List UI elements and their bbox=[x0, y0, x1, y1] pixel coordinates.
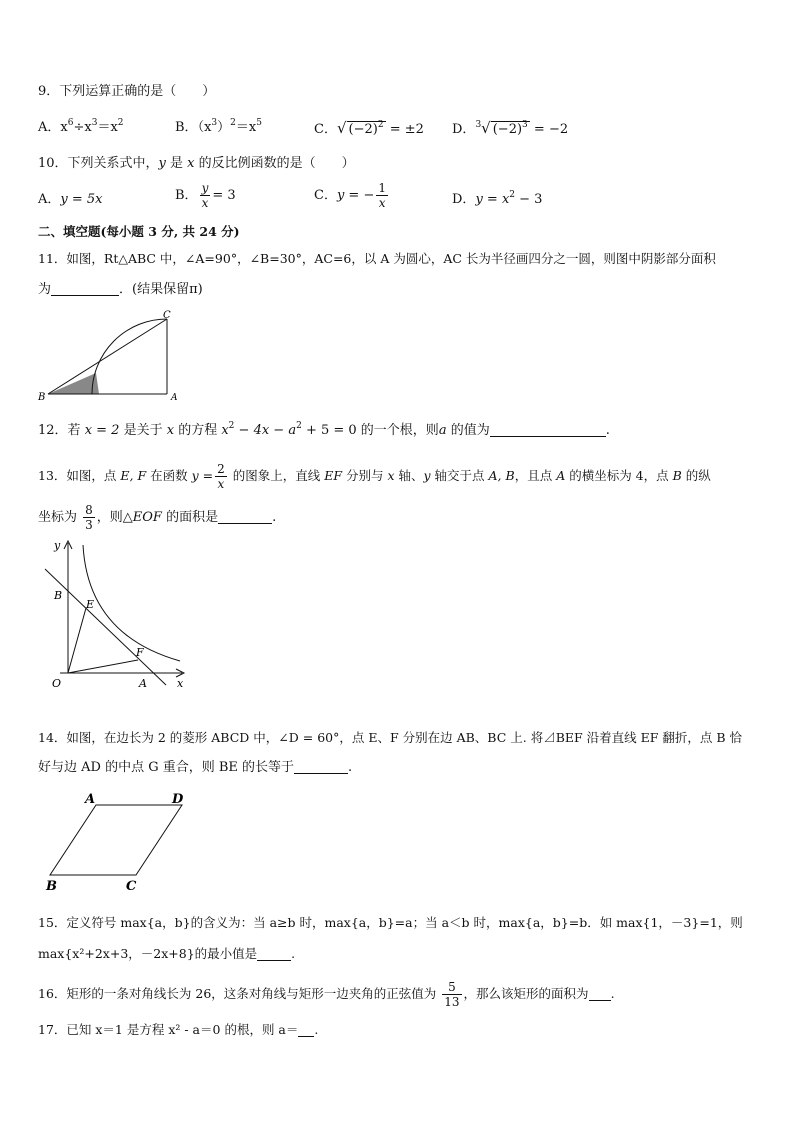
q12-line: 12．若 x = 2 是关于 x 的方程 $x^2 - 4x - a^2 + 5 = 0$ 的一个根，则a 的值为 . bbox=[38, 421, 610, 438]
q14-answer-blank[interactable] bbox=[294, 759, 348, 774]
q11-shaded-region bbox=[48, 373, 99, 394]
q15-line2: max{x²+2x+3，－2x+8}的最小值是 . bbox=[38, 946, 296, 961]
q11-label-c: C bbox=[163, 310, 171, 321]
q13-label-x: x bbox=[177, 677, 184, 690]
q13-label-b: B bbox=[54, 589, 63, 602]
q14-label-b: B bbox=[46, 879, 57, 894]
q14-line1: 14．如图，在边长为 2 的菱形 ABCD 中，∠D = 60°，点 E、F 分别在边 AB、BC 上. 将⊿BEF 沿着直线 EF 翻折，点 B 恰 bbox=[38, 730, 743, 745]
q9-option-b: B．$(x^3)^2=x^5$ bbox=[175, 118, 262, 135]
q11-answer-blank[interactable] bbox=[51, 281, 119, 296]
q13-label-y: y bbox=[54, 539, 61, 552]
q12-answer-blank[interactable] bbox=[490, 422, 606, 437]
q17-line: 17．已知 x＝1 是方程 x² - a＝0 的根，则 a＝ . bbox=[38, 1022, 319, 1037]
q13-label-f: F bbox=[136, 646, 144, 659]
q13-line2: 坐标为 $\frac{8}{3}$ ，则△EOF 的面积是 . bbox=[38, 503, 277, 532]
q11-line1: 11．如图，Rt△ABC 中，∠A=90°，∠B=30°，AC=6，以 A 为圆心，AC 长为半径画四分之一圆，则图中阴影部分面积 bbox=[38, 251, 716, 266]
q17-answer-blank[interactable] bbox=[298, 1022, 314, 1037]
q9-stem: 9．下列运算正确的是（ ） bbox=[38, 84, 216, 99]
q14-label-a: A bbox=[85, 792, 96, 807]
q13-label-a: A bbox=[139, 677, 147, 690]
q15-line1: 15．定义符号 max{a，b}的含义为：当 a≥b 时，max{a，b}=a；当 a＜b 时，max{a，b}=b．如 max{1，－3}=1，则 bbox=[38, 915, 743, 930]
q14-label-c: C bbox=[126, 879, 137, 894]
q10-option-d: D．$y = x^2 - 3$ bbox=[452, 190, 543, 207]
q9-option-d: D．$^3$√ $(-2)^3 = -2$ bbox=[452, 119, 569, 137]
q11-line2: 为 ．(结果保留π) bbox=[38, 282, 203, 297]
section-heading-fill-in: 二、填空题(每小题 3 分, 共 24 分) bbox=[38, 224, 240, 239]
q14-line2: 好与边 AD 的中点 G 重合，则 BE 的长等于 . bbox=[38, 760, 353, 775]
q13-answer-blank[interactable] bbox=[218, 509, 272, 524]
q9-option-c: C．√ $(-2)^2 = \pm 2$ bbox=[314, 119, 424, 137]
q14-label-d: D bbox=[172, 792, 184, 807]
q13-line1: 13．如图，点 E, F 在函数 y = $\frac{2}{x}$ 的图象上，直线 EF 分别与 x 轴、y 轴交于点 A, B，且点 A 的横坐标为 4，点 B 的纵 bbox=[38, 462, 711, 491]
q9-option-a: A．$x^6\div x^3=x^2$ bbox=[38, 118, 124, 135]
q16-answer-blank[interactable] bbox=[589, 986, 611, 1001]
q10-option-b: B． $\frac{y}{x}$ = 3 bbox=[175, 181, 236, 210]
q10-option-a: A．y = 5x bbox=[38, 192, 103, 207]
q11-figure bbox=[36, 310, 186, 405]
q13-label-e: E bbox=[86, 598, 95, 611]
q11-label-a: A bbox=[171, 393, 178, 403]
q10-option-c: C．y = − $\frac{1}{x}$ bbox=[314, 181, 386, 210]
q13-label-o: O bbox=[52, 677, 62, 690]
q13-figure bbox=[40, 535, 200, 695]
q15-answer-blank[interactable] bbox=[257, 946, 291, 961]
q16-line: 16．矩形的一条对角线长为 26，这条对角线与矩形一边夹角的正弦值为 $\frac{5}{13}$ ，那么该矩形的面积为 . bbox=[38, 980, 615, 1009]
q10-stem: 10．下列关系式中，y 是 x 的反比例函数的是（ ） bbox=[38, 156, 355, 171]
q14-figure bbox=[40, 788, 200, 893]
q11-label-b: B bbox=[38, 392, 46, 403]
